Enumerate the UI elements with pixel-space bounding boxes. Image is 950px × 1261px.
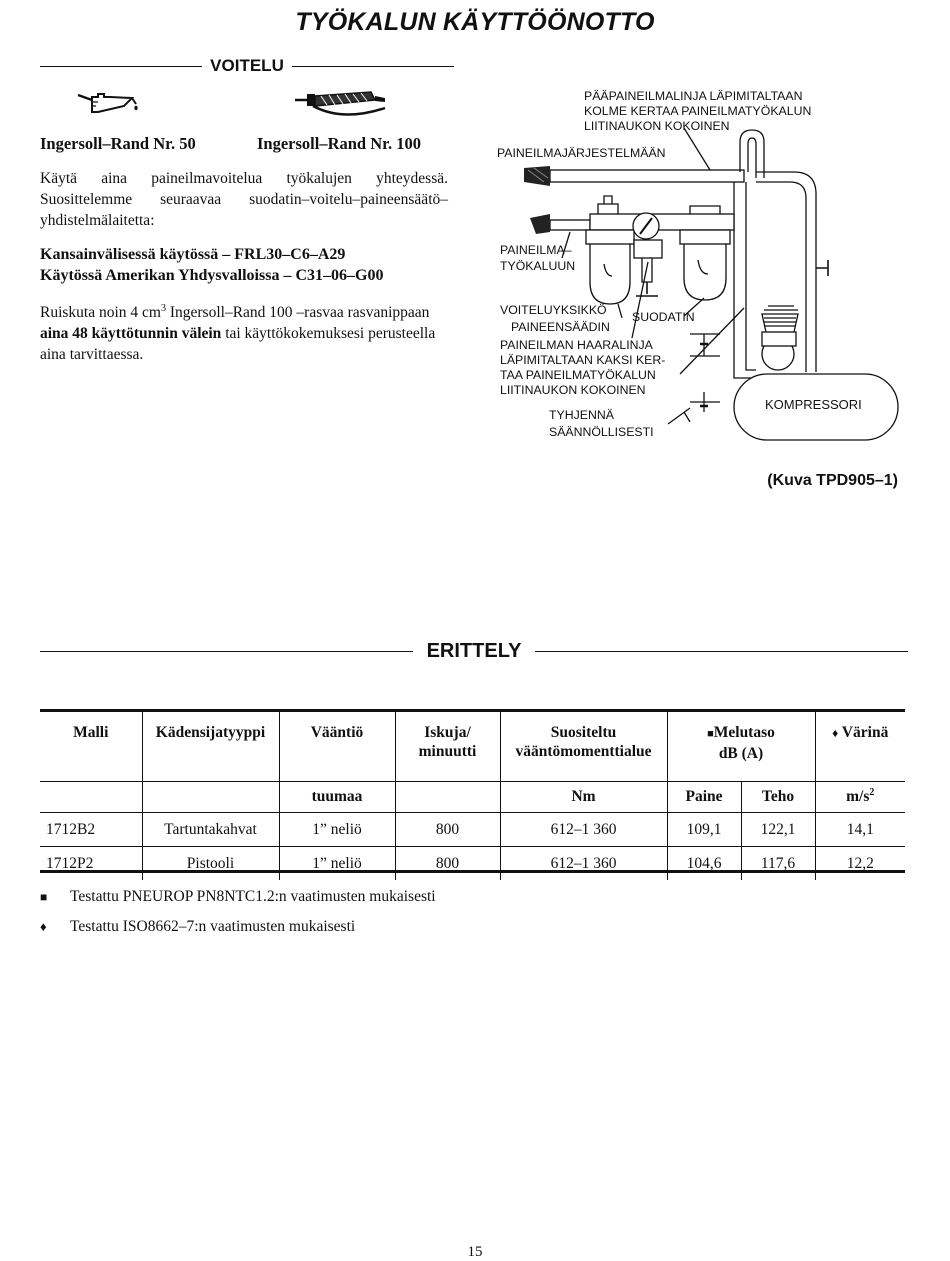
label-regulator: PAINEENSÄÄDIN bbox=[511, 320, 610, 334]
unit-power: Teho bbox=[741, 782, 815, 813]
intro-text: Käytä aina paineilmavoitelua työkalujen yhteydessä. Suosittelemme seuraavaa suodatin–voitelu–paineensäätö–yhdistelmälaitetta: bbox=[40, 170, 448, 229]
lubrication-intro bbox=[40, 168, 448, 231]
header-vibration bbox=[815, 711, 905, 782]
figure-caption: (Kuva TPD905–1) bbox=[767, 472, 898, 489]
unit-vibration bbox=[815, 782, 905, 813]
heading-rule-right bbox=[292, 66, 454, 67]
header-torque-2: vääntömomenttialue bbox=[515, 743, 652, 760]
cell-drive: 1” neliö bbox=[279, 813, 395, 847]
unit-empty bbox=[142, 782, 279, 813]
footnote-noise-text: Testattu PNEUROP PN8NTC1.2:n vaatimusten mukaisesti bbox=[70, 888, 436, 905]
grease-text-2: Ingersoll–Rand 100 –rasvaa rasvanippaan bbox=[165, 304, 430, 322]
header-vibration-label: Värinä bbox=[841, 724, 889, 741]
cell-handle: Tartuntakahvat bbox=[142, 813, 279, 847]
cell-torque: 612–1 360 bbox=[500, 813, 667, 847]
vibration-symbol: ♦ bbox=[832, 726, 839, 740]
heading-rule-left bbox=[40, 66, 202, 67]
label-lubricator: VOITELUYKSIKKÖ bbox=[500, 303, 607, 317]
header-impacts-1: Iskuja/ bbox=[424, 724, 471, 741]
cell-drive: 1” neliö bbox=[279, 847, 395, 881]
footnote-diamond-symbol: ♦ bbox=[40, 919, 47, 934]
table-header-row bbox=[40, 711, 905, 782]
label-main-line-3: LIITINAUKON KOKOINEN bbox=[584, 119, 730, 133]
cell-vibration: 14,1 bbox=[815, 813, 905, 847]
footnote-square-symbol: ■ bbox=[40, 890, 48, 904]
header-noise bbox=[667, 711, 815, 782]
lubrication-heading-label: VOITELU bbox=[210, 56, 284, 75]
spec-table bbox=[40, 711, 905, 880]
header-torque bbox=[500, 711, 667, 782]
label-to-system: PAINEILMAJÄRJESTELMÄÄN bbox=[497, 146, 666, 160]
cell-model: 1712B2 bbox=[40, 813, 142, 847]
model-intl: Kansainvälisessä käytössä – FRL30–C6–A29 bbox=[40, 246, 346, 263]
header-torque-1: Suositeltu bbox=[550, 724, 617, 741]
product-label-nr100: Ingersoll–Rand Nr. 100 bbox=[257, 134, 421, 153]
grease-gun-icon bbox=[293, 88, 389, 122]
unit-empty bbox=[395, 782, 500, 813]
unit-vibration-base: m/s bbox=[846, 788, 870, 806]
label-branch-2: LÄPIMITALTAAN KAKSI KER- bbox=[500, 353, 666, 367]
cell-torque: 612–1 360 bbox=[500, 847, 667, 881]
footnote-noise bbox=[40, 888, 436, 906]
grease-text bbox=[40, 298, 448, 365]
specs-heading bbox=[40, 640, 908, 663]
label-to-tool-2: TYÖKALUUN bbox=[500, 259, 576, 273]
specs-heading-label: ERITTELY bbox=[426, 640, 522, 662]
table-bottom-rule bbox=[40, 870, 905, 873]
footnote-vibration bbox=[40, 918, 355, 936]
unit-empty bbox=[40, 782, 142, 813]
header-impacts bbox=[395, 711, 500, 782]
header-impacts-2: minuutti bbox=[418, 743, 477, 760]
table-row bbox=[40, 847, 905, 881]
unit-vibration-sup: 2 bbox=[869, 787, 875, 799]
label-main-line-1: PÄÄPAINEILMALINJA LÄPIMITALTAAN bbox=[584, 89, 803, 103]
page-number: 15 bbox=[467, 1244, 483, 1260]
label-to-tool-1: PAINEILMA– bbox=[500, 243, 572, 257]
label-compressor: KOMPRESSORI bbox=[765, 397, 862, 412]
unit-torque: Nm bbox=[500, 782, 667, 813]
grease-instruction bbox=[40, 298, 448, 365]
cell-handle: Pistooli bbox=[142, 847, 279, 881]
label-drain-2: SÄÄNNÖLLISESTI bbox=[549, 425, 654, 439]
label-branch-1: PAINEILMAN HAARALINJA bbox=[500, 338, 653, 352]
header-model: Malli bbox=[40, 711, 142, 782]
cell-impacts: 800 bbox=[395, 847, 500, 881]
table-units-row bbox=[40, 782, 905, 813]
header-handle: Kädensijatyyppi bbox=[142, 711, 279, 782]
cell-impacts: 800 bbox=[395, 813, 500, 847]
cell-pressure: 109,1 bbox=[667, 813, 741, 847]
label-branch-3: TAA PAINEILMATYÖKALUN bbox=[500, 368, 656, 382]
recommended-units bbox=[40, 244, 448, 286]
cell-vibration: 12,2 bbox=[846, 854, 874, 872]
cell-power: 122,1 bbox=[741, 813, 815, 847]
noise-symbol: ■ bbox=[707, 728, 714, 740]
cell-pressure: 104,6 bbox=[667, 847, 741, 881]
label-branch-4: LIITINAUKON KOKOINEN bbox=[500, 383, 646, 397]
table-row bbox=[40, 813, 905, 847]
oil-can-icon bbox=[74, 88, 140, 118]
unit-drive: tuumaa bbox=[279, 782, 395, 813]
label-drain-1: TYHJENNÄ bbox=[549, 408, 614, 422]
grease-text-3: tai käyttökokemuksesi perusteella aina tarvittaessa. bbox=[40, 325, 436, 364]
heading-rule-right bbox=[535, 651, 908, 652]
cell-power: 117,6 bbox=[741, 847, 815, 881]
grease-unit-sup: 3 bbox=[160, 303, 166, 314]
air-system-diagram bbox=[494, 82, 914, 454]
unit-pressure: Paine bbox=[667, 782, 741, 813]
header-noise-1: Melutaso bbox=[713, 724, 775, 741]
lubrication-heading bbox=[40, 56, 454, 76]
label-filter: SUODATIN bbox=[632, 310, 695, 324]
heading-rule-left bbox=[40, 651, 413, 652]
grease-interval: aina 48 käyttötunnin välein bbox=[40, 325, 222, 343]
label-main-line-2: KOLME KERTAA PAINEILMATYÖKALUN bbox=[584, 104, 812, 118]
footnote-vibration-text: Testattu ISO8662–7:n vaatimusten mukaisesti bbox=[70, 918, 356, 935]
header-noise-2: dB (A) bbox=[718, 745, 764, 762]
header-drive: Vääntiö bbox=[279, 711, 395, 782]
cell-model: 1712P2 bbox=[40, 847, 142, 881]
model-us: Käytössä Amerikan Yhdysvalloissa – C31–06–G00 bbox=[40, 267, 384, 284]
product-label-nr50: Ingersoll–Rand Nr. 50 bbox=[40, 134, 196, 153]
page-title: TYÖKALUN KÄYTTÖÖNOTTO bbox=[295, 8, 655, 36]
grease-text-1: Ruiskuta noin 4 cm bbox=[40, 304, 161, 322]
